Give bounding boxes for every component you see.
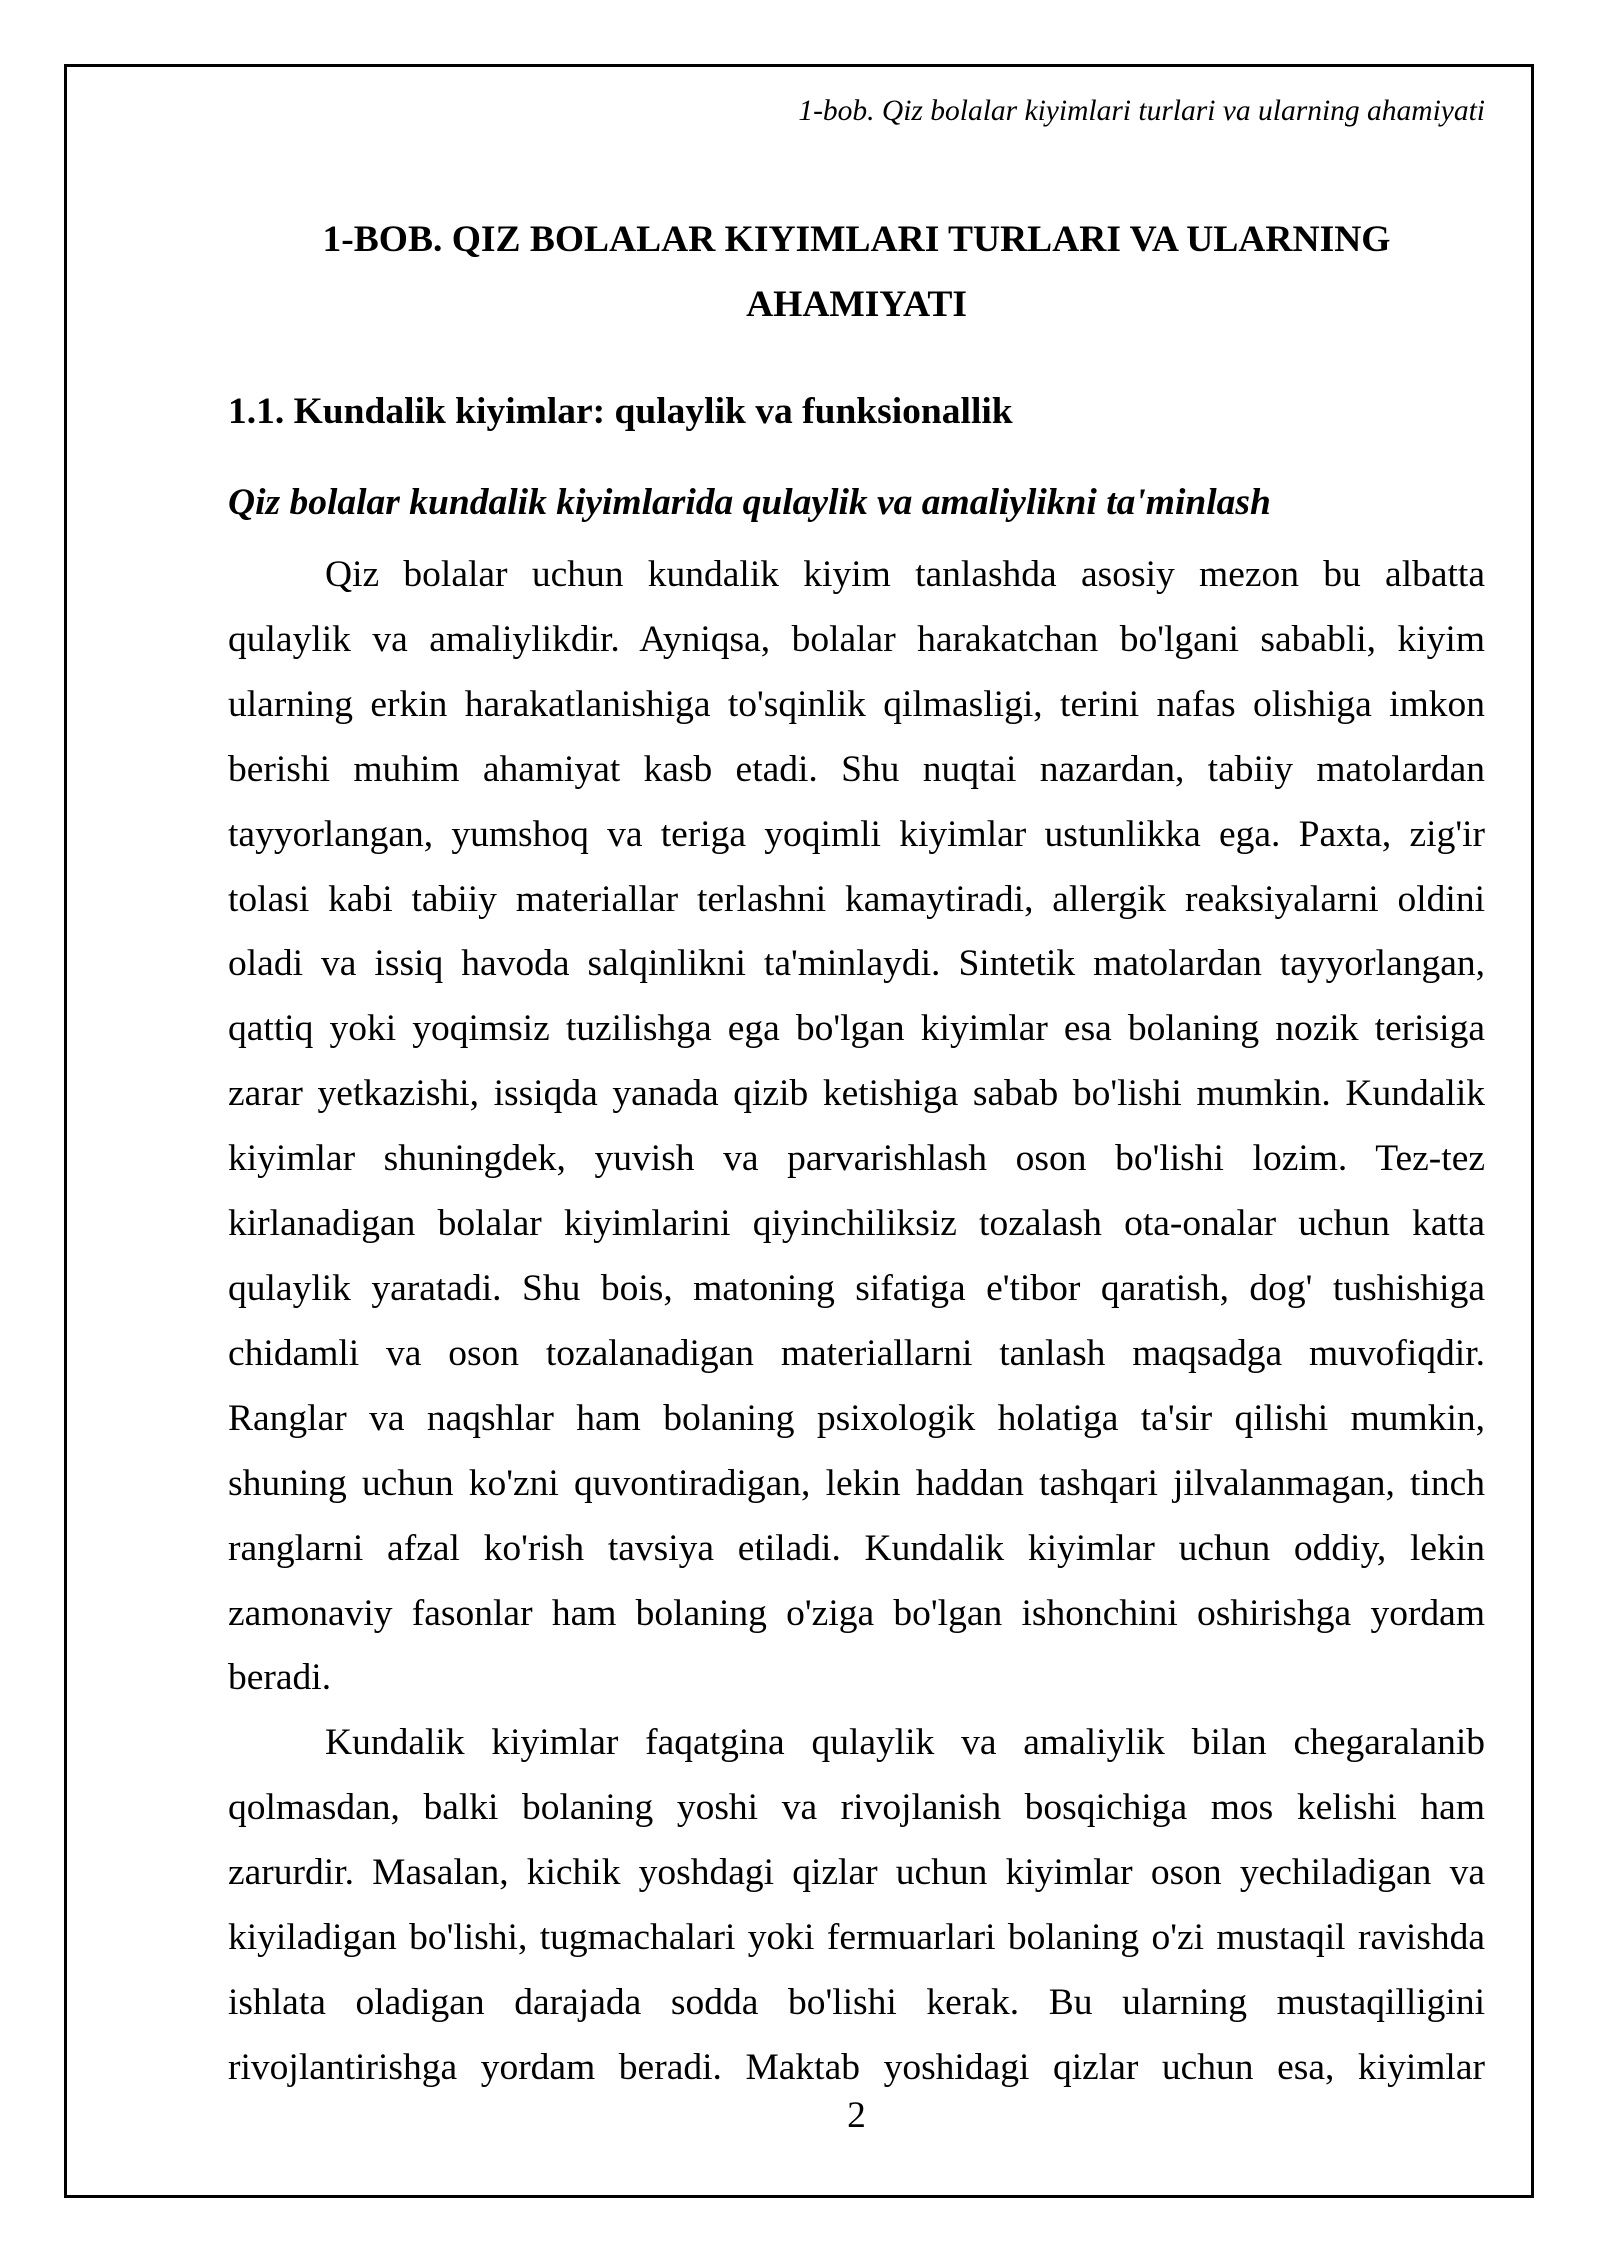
text-line: tayyorlangan, yumshoq va teriga yoqimli kiyimlar ustunlikka ega. Paxta, zig'ir xyxy=(228,813,1485,855)
page-number: 2 xyxy=(847,2095,866,2136)
text-line: ularning erkin harakatlanishiga to'sqinlik qilmasligi, terini nafas olishiga imkon xyxy=(228,683,1485,725)
paragraph xyxy=(228,1711,1485,2100)
text-line: Qiz bolalar uchun kundalik kiyim tanlashda asosiy mezon bu albatta xyxy=(325,554,1485,595)
subsection-heading: Qiz bolalar kundalik kiyimlarida qulaylik va amaliylikni ta'minlash xyxy=(228,482,1271,523)
text-line: chidamli va oson tozalanadigan materiallarni tanlash maqsadga muvofiqdir. xyxy=(228,1332,1485,1374)
text-line: ishlata oladigan darajada sodda bo'lishi kerak. Bu ularning mustaqilligini xyxy=(228,1981,1485,2023)
text-line: kiyiladigan bo'lishi, tugmachalari yoki fermuarlari bolaning o'zi mustaqil ravishda xyxy=(228,1917,1485,1959)
text-line: zarurdir. Masalan, kichik yoshdagi qizlar uchun kiyimlar oson yechiladigan va xyxy=(228,1852,1485,1894)
text-line: kiyimlar shuningdek, yuvish va parvarishlash oson bo'lishi lozim. Tez-tez xyxy=(228,1138,1485,1180)
text-line: Kundalik kiyimlar faqatgina qulaylik va amaliylik bilan chegaralanib xyxy=(325,1722,1485,1764)
section-heading: 1.1. Kundalik kiyimlar: qulaylik va funksionallik xyxy=(228,391,1013,432)
text-line: zamonaviy fasonlar ham bolaning o'ziga bo'lgan ishonchini oshirishga yordam xyxy=(228,1592,1485,1634)
text-line: rivojlantirishga yordam beradi. Maktab yoshidagi qizlar uchun esa, kiyimlar xyxy=(228,2046,1485,2088)
text-line: kirlanadigan bolalar kiyimlarini qiyinchiliksiz tozalash ota-onalar uchun katta xyxy=(228,1203,1485,1245)
text-line: beradi. xyxy=(228,1657,332,1699)
text-line: oladi va issiq havoda salqinlikni ta'minlaydi. Sintetik matolardan tayyorlangan, xyxy=(228,943,1485,985)
text-line: tolasi kabi tabiiy materiallar terlashni kamaytiradi, allergik reaksiyalarni oldini xyxy=(228,878,1485,920)
text-line: qulaylik va amaliylikdir. Ayniqsa, bolalar harakatchan bo'lgani sababli, kiyim xyxy=(228,618,1485,660)
text-line: Ranglar va naqshlar ham bolaning psixologik holatiga ta'sir qilishi mumkin, xyxy=(228,1397,1485,1439)
text-line: shuning uchun ko'zni quvontiradigan, lekin haddan tashqari jilvalanmagan, tinch xyxy=(228,1462,1485,1504)
chapter-title-line: 1-BOB. QIZ BOLALAR KIYIMLARI TURLARI VA ULARNING xyxy=(322,219,1391,260)
running-header: 1-bob. Qiz bolalar kiyimlari turlari va ularning ahamiyati xyxy=(798,95,1485,127)
text-line: qattiq yoki yoqimsiz tuzilishga ega bo'lgan kiyimlar esa bolaning nozik terisiga xyxy=(228,1008,1485,1050)
text-line: berishi muhim ahamiyat kasb etadi. Shu nuqtai nazardan, tabiiy matolardan xyxy=(228,748,1485,790)
text-line: ranglarni afzal ko'rish tavsiya etiladi. Kundalik kiyimlar uchun oddiy, lekin xyxy=(228,1527,1485,1569)
paragraph xyxy=(228,543,1485,1711)
text-line: zarar yetkazishi, issiqda yanada qizib ketishiga sabab bo'lishi mumkin. Kundalik xyxy=(228,1073,1485,1115)
chapter-title-line: AHAMIYATI xyxy=(746,284,967,325)
text-line: qolmasdan, balki bolaning yoshi va rivojlanish bosqichiga mos kelishi ham xyxy=(228,1787,1485,1829)
text-line: qulaylik yaratadi. Shu bois, matoning sifatiga e'tibor qaratish, dog' tushishiga xyxy=(228,1267,1485,1309)
chapter-title xyxy=(228,207,1485,337)
body-text xyxy=(228,543,1485,2101)
